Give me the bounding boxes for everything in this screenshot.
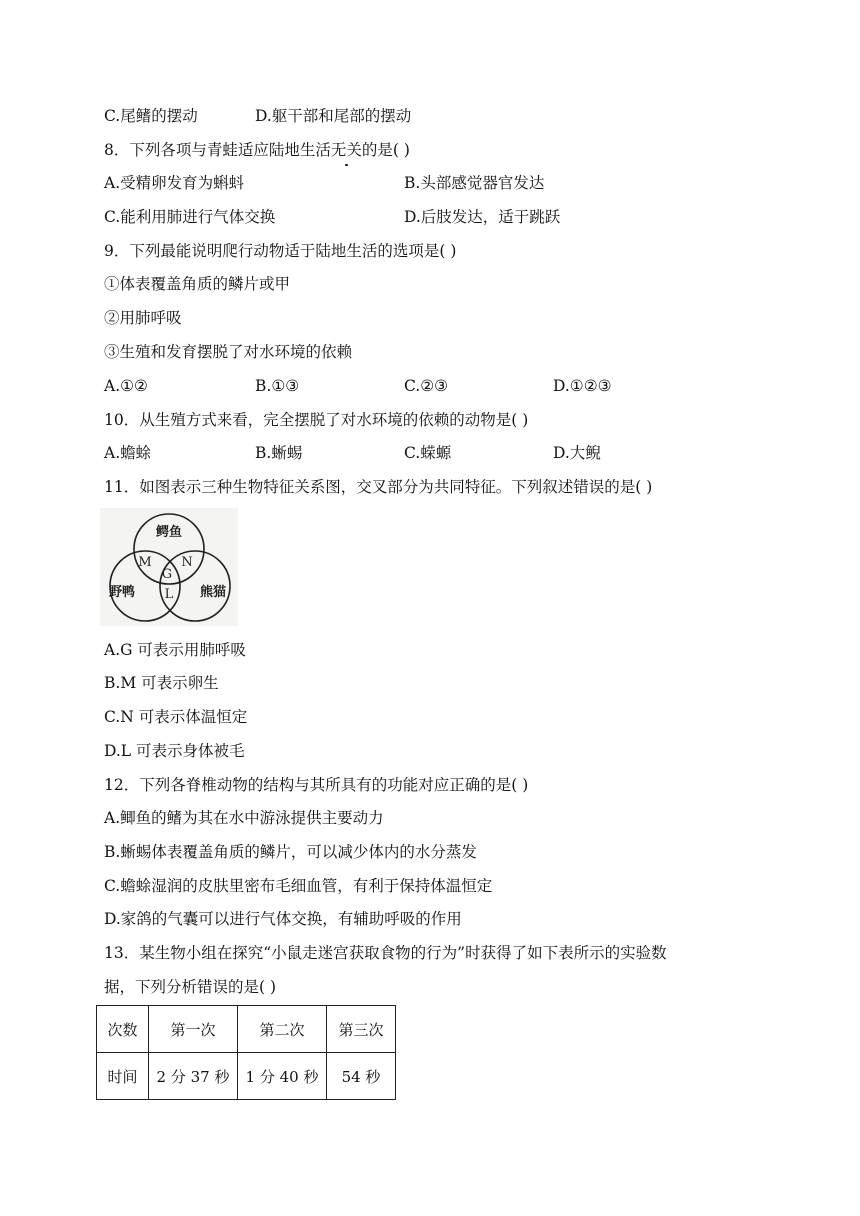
q11-option-d: D.L 可表示身体被毛 [104,742,245,760]
q7-option-d: D.躯干部和尾部的摆动 [255,107,412,125]
table-cell: 1 分 40 秒 [238,1053,327,1100]
q11-stem: 11．如图表示三种生物特征关系图，交叉部分为共同特征。下列叙述错误的是( ) [104,478,653,496]
q8-option-c: C.能利用肺进行气体交换 [104,208,276,226]
q12-option-d: D.家鸽的气囊可以进行气体交换，有辅助呼吸的作用 [104,910,462,928]
q9-option-b: B.①③ [255,377,300,395]
venn-label-left: 野鸭 [108,585,136,600]
q10-option-c: C.蝾螈 [404,444,452,462]
table-row [97,1006,396,1053]
venn-region-g: G [161,567,173,582]
venn-region-m: M [138,555,152,570]
table-cell: 54 秒 [327,1053,396,1100]
table-cell: 时间 [97,1053,149,1100]
venn-label-right: 熊猫 [199,585,227,600]
q7-option-c: C.尾鳍的摆动 [104,107,198,125]
table-header-cell: 第三次 [327,1006,396,1053]
venn-diagram [100,508,238,626]
q8-stem-b: 的是( ) [361,141,410,159]
q13-stem-line2: 据，下列分析错误的是( ) [104,978,277,996]
venn-region-l: L [164,587,174,602]
q9-option-c: C.②③ [404,377,449,395]
q8-stem-emphasis: 无关 [330,141,362,159]
venn-label-top: 鳄鱼 [155,525,183,540]
q8-option-a: A.受精卵发育为蝌蚪 [104,174,245,192]
q10-option-b: B.蜥蜴 [255,444,303,462]
q12-stem: 12．下列各脊椎动物的结构与其所具有的功能对应正确的是( ) [104,776,529,794]
q8-option-b: B.头部感觉器官发达 [404,174,545,192]
q9-item-3: ③生殖和发育摆脱了对水环境的依赖 [104,343,353,361]
table-cell: 2 分 37 秒 [149,1053,238,1100]
table-row [97,1053,396,1100]
q11-option-b: B.M 可表示卵生 [104,674,219,692]
q10-option-d: D.大鲵 [553,444,601,462]
q10-option-a: A.蟾蜍 [104,444,152,462]
q9-item-2: ②用肺呼吸 [104,309,182,327]
q9-option-d: D.①②③ [553,377,612,395]
q8-option-d: D.后肢发达，适于跳跃 [404,208,561,226]
q11-option-c: C.N 可表示体温恒定 [104,708,248,726]
table-header-cell: 第二次 [238,1006,327,1053]
q12-option-c: C.蟾蜍湿润的皮肤里密布毛细血管，有利于保持体温恒定 [104,877,493,895]
q12-option-b: B.蜥蜴体表覆盖角质的鳞片，可以减少体内的水分蒸发 [104,843,477,861]
q11-option-a: A.G 可表示用肺呼吸 [104,641,246,659]
q9-item-1: ①体表覆盖角质的鳞片或甲 [104,275,291,293]
q8-stem-a: 8．下列各项与青蛙适应陆地生活 [104,141,331,159]
q13-data-table [96,1005,396,1100]
venn-region-n: N [181,555,193,570]
table-header-cell: 次数 [97,1006,149,1053]
q13-stem-line1: 13．某生物小组在探究“小鼠走迷宫获取食物的行为”时获得了如下表所示的实验数 [104,944,667,962]
q8-stem [104,140,410,160]
q12-option-a: A.鲫鱼的鳍为其在水中游泳提供主要动力 [104,809,384,827]
q10-stem: 10．从生殖方式来看，完全摆脱了对水环境的依赖的动物是( ) [104,411,529,429]
q9-option-a: A.①② [104,377,148,395]
table-header-cell: 第一次 [149,1006,238,1053]
q9-stem: 9．下列最能说明爬行动物适于陆地生活的选项是( ) [104,242,457,260]
